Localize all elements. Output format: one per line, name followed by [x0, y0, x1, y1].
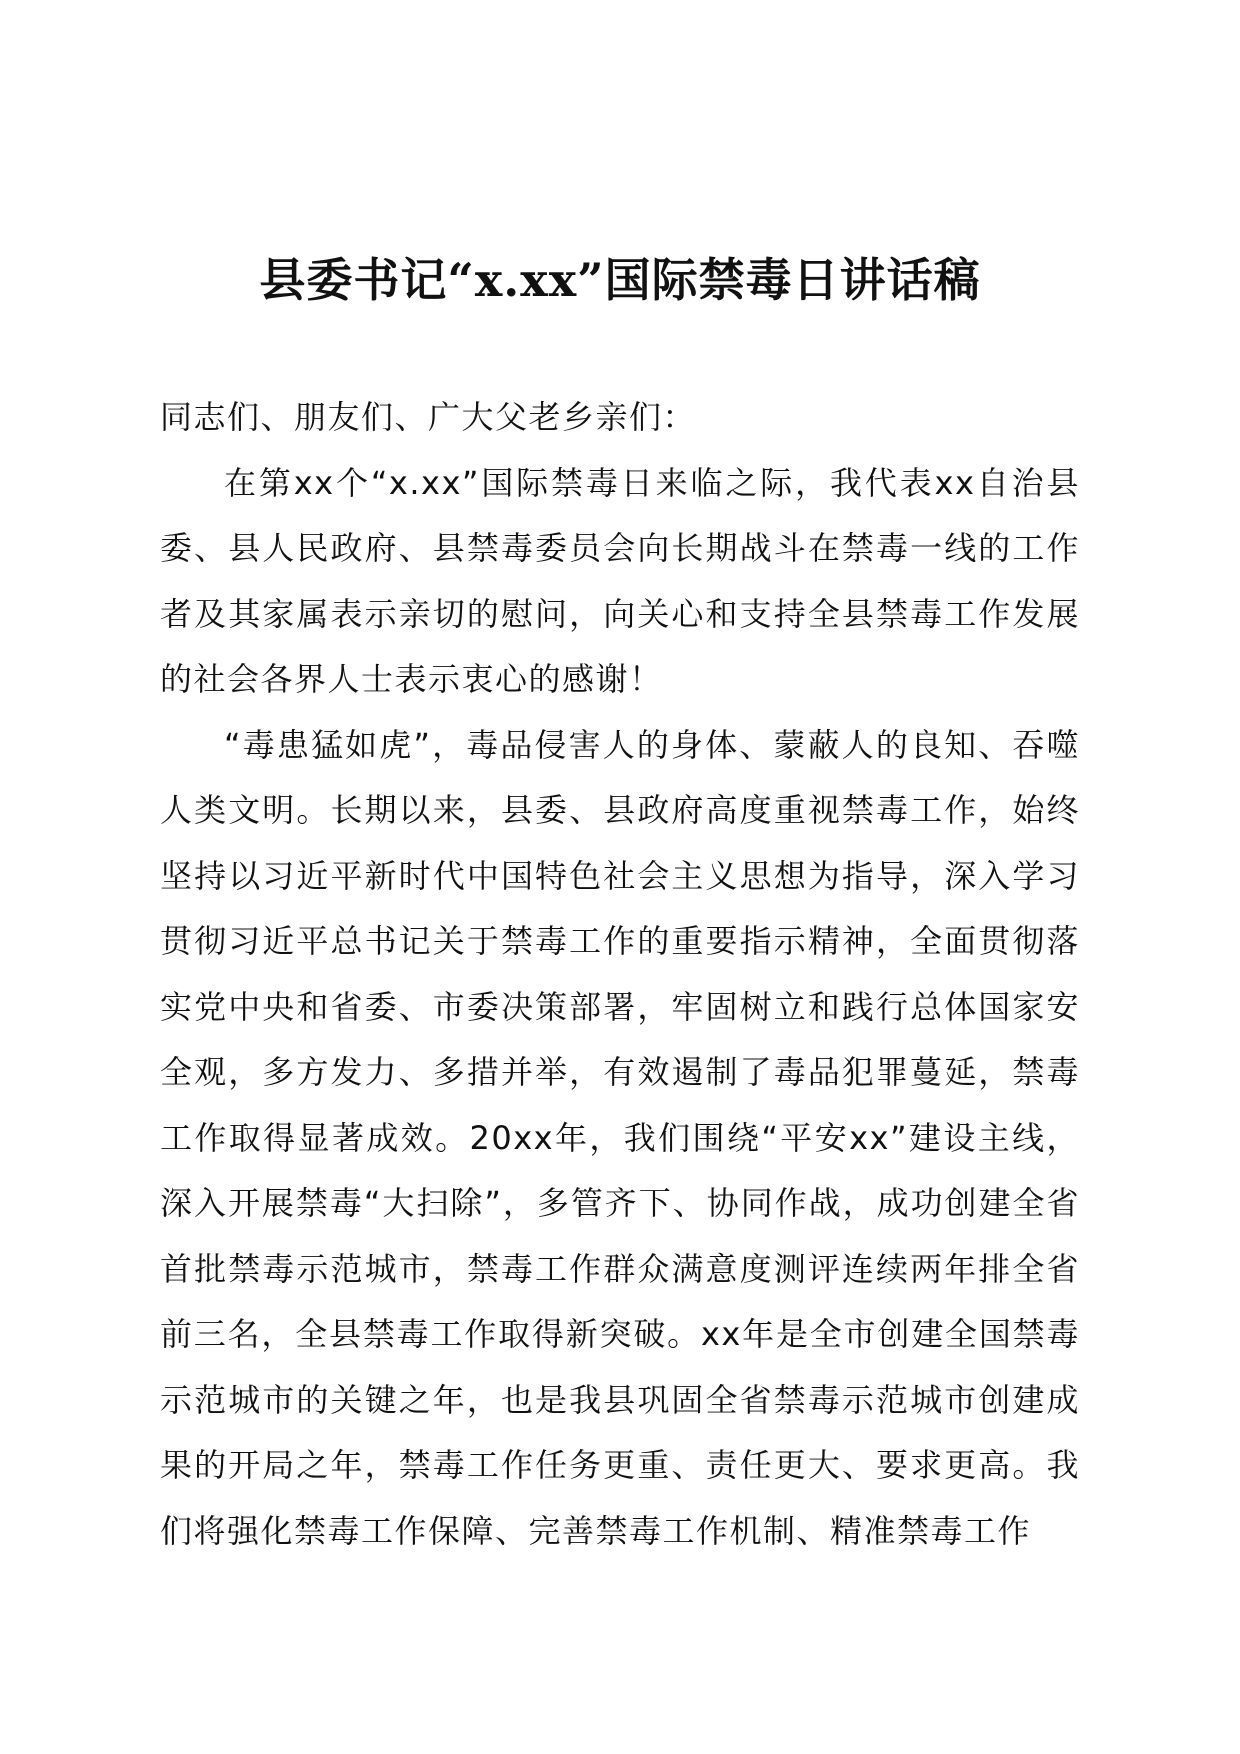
- salutation: 同志们、朋友们、广大父老乡亲们：: [160, 398, 697, 436]
- document-title: 县委书记“x.xx”国际禁毒日讲话稿: [259, 253, 981, 307]
- paragraph-1: 在第xx个“x.xx”国际禁毒日来临之际，我代表xx自治县委、县人民政府、县禁毒委员会向长期战斗在禁毒一线的工作者及其家属表示亲切的慰问，向关心和支持全县禁毒工作发展的社会各界人士表示衷心的感谢！: [160, 463, 1080, 698]
- document-body: [160, 385, 1080, 1564]
- paragraph-2: “毒患猛如虎”，毒品侵害人的身体、蒙蔽人的良知、吞噬人类文明。长期以来，县委、县政府高度重视禁毒工作，始终坚持以习近平新时代中国特色社会主义思想为指导，深入学习贯彻习近平总书记关于禁毒工作的重要指示精神，全面贯彻落实党中央和省委、市委决策部署，牢固树立和践行总体国家安全观，多方发力、多措并举，有效遏制了毒品犯罪蔓延，禁毒工作取得显著成效。20xx年，我们围绕“平安xx”建设主线，深入开展禁毒“大扫除”，多管齐下、协同作战，成功创建全省首批禁毒示范城市，禁毒工作群众满意度测评连续两年排全省前三名，全县禁毒工作取得新突破。xx年是全市创建全国禁毒示范城市的关键之年，也是我县巩固全省禁毒示范城市创建成果的开局之年，禁毒工作任务更重、责任更大、要求更高。我们将强化禁毒工作保障、完善禁毒工作机制、精准禁毒工作: [160, 725, 1080, 1550]
